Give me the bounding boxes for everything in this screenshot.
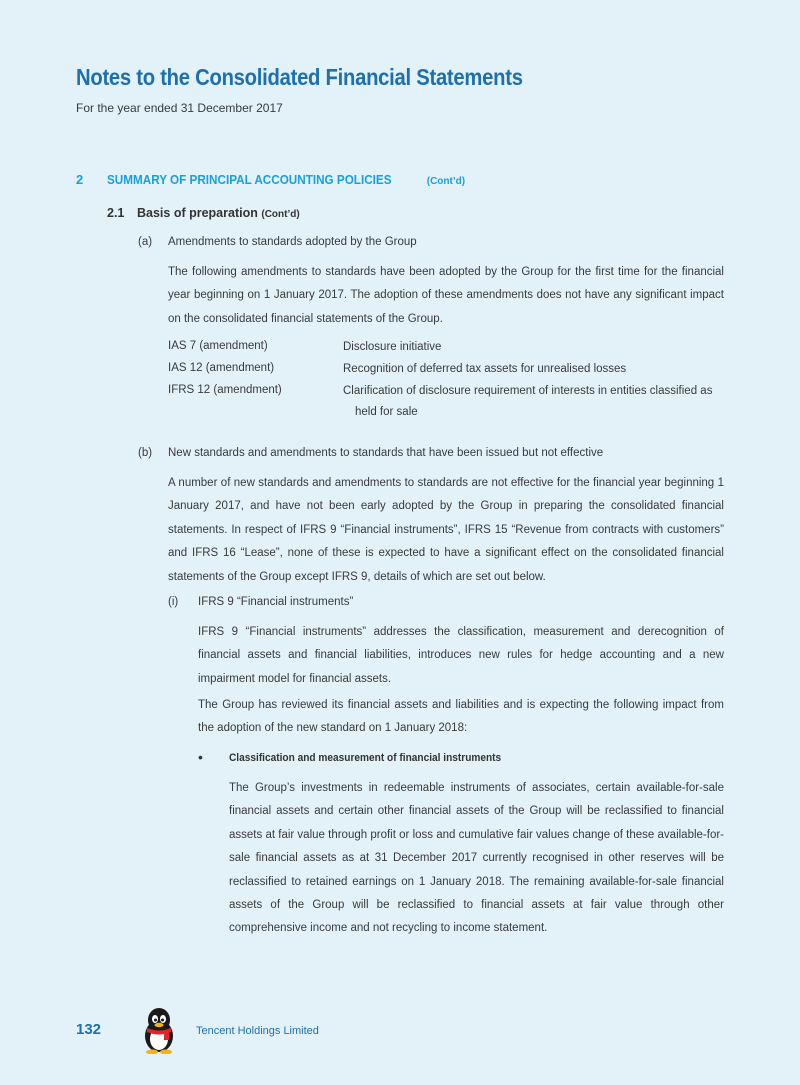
section-title: SUMMARY OF PRINCIPAL ACCOUNTING POLICIES: [107, 172, 392, 187]
item-a-paragraph: The following amendments to standards have been adopted by the Group for the first time for the financial year beginning on 1 January 2017. The adoption of these amendments does not have any significant impact on the consolidated financial statements of the Group.: [168, 266, 724, 325]
item-b-i-heading: IFRS 9 “Financial instruments”: [198, 596, 354, 608]
amendment-standard: IAS 12 (amendment): [168, 362, 275, 374]
item-a-heading: Amendments to standards adopted by the Group: [168, 236, 417, 248]
page-title: Notes to the Consolidated Financial Statements: [76, 64, 523, 90]
amendment-description: Recognition of deferred tax assets for unrealised losses: [343, 363, 627, 375]
subsection-title: Basis of preparation: [137, 206, 258, 220]
amendment-row: [168, 362, 728, 384]
penguin-mascot-icon: [140, 1006, 178, 1054]
section-heading: [76, 172, 465, 187]
subsection-heading: [107, 206, 300, 220]
footer-company: Tencent Holdings Limited: [196, 1025, 319, 1037]
section-number: 2: [76, 172, 84, 187]
item-b-label: (b): [138, 447, 153, 459]
subsection-cont: (Cont’d): [261, 209, 300, 220]
amendment-standard: IFRS 12 (amendment): [168, 384, 282, 396]
section-cont: (Cont’d): [426, 176, 466, 187]
bullet-paragraph: The Group’s investments in redeemable instruments of associates, certain available-for-sale financial assets and certain other financial assets of the Group will be reclassified to financial assets at fair value through profit or loss and cumulative fair values change of these available-for-sale financial assets as at 31 December 2017 currently recognised in other reserves will be reclassified to retained earnings on 1 January 2018. The remaining available-for-sale financial assets of the Group will be reclassified to financial assets at fair value through other comprehensive income and not recycling to income statement.: [229, 782, 724, 935]
item-b-paragraph: A number of new standards and amendments to standards are not effective for the financial year beginning 1 January 2017, and have not been early adopted by the Group in preparing the consolidated financial statements. In respect of IFRS 9 “Financial instruments”, IFRS 15 “Revenue from contracts with customers” and IFRS 16 “Lease”, none of these is expected to have a significant effect on the consolidated financial statements of the Group except IFRS 9, details of which are set out below.: [168, 477, 724, 583]
item-b-i-paragraph-1: IFRS 9 “Financial instruments” addresses the classification, measurement and derecognition of financial assets and financial liabilities, introduces new rules for hedge accounting and a new impairment model for financial assets.: [198, 626, 724, 685]
amendment-description: Disclosure initiative: [343, 341, 442, 353]
amendment-row: [168, 384, 728, 428]
bullet-dot: •: [198, 749, 203, 765]
amendment-description-cont: held for sale: [355, 406, 418, 418]
item-b-i-label: (i): [168, 596, 179, 608]
item-b-heading: New standards and amendments to standards that have been issued but not effective: [168, 447, 604, 459]
item-b-i-paragraph-2: The Group has reviewed its financial assets and liabilities and is expecting the following impact from the adoption of the new standard on 1 January 2018:: [198, 699, 724, 735]
page-subtitle: For the year ended 31 December 2017: [76, 101, 283, 115]
subsection-number: 2.1: [107, 206, 125, 220]
bullet-title: Classification and measurement of financial instruments: [229, 752, 502, 764]
amendment-description: Clarification of disclosure requirement of interests in entities classified as: [343, 385, 713, 397]
item-a-label: (a): [138, 236, 153, 248]
amendment-row: [168, 340, 728, 362]
page-number: 132: [76, 1021, 102, 1038]
amendment-standard: IAS 7 (amendment): [168, 340, 268, 352]
